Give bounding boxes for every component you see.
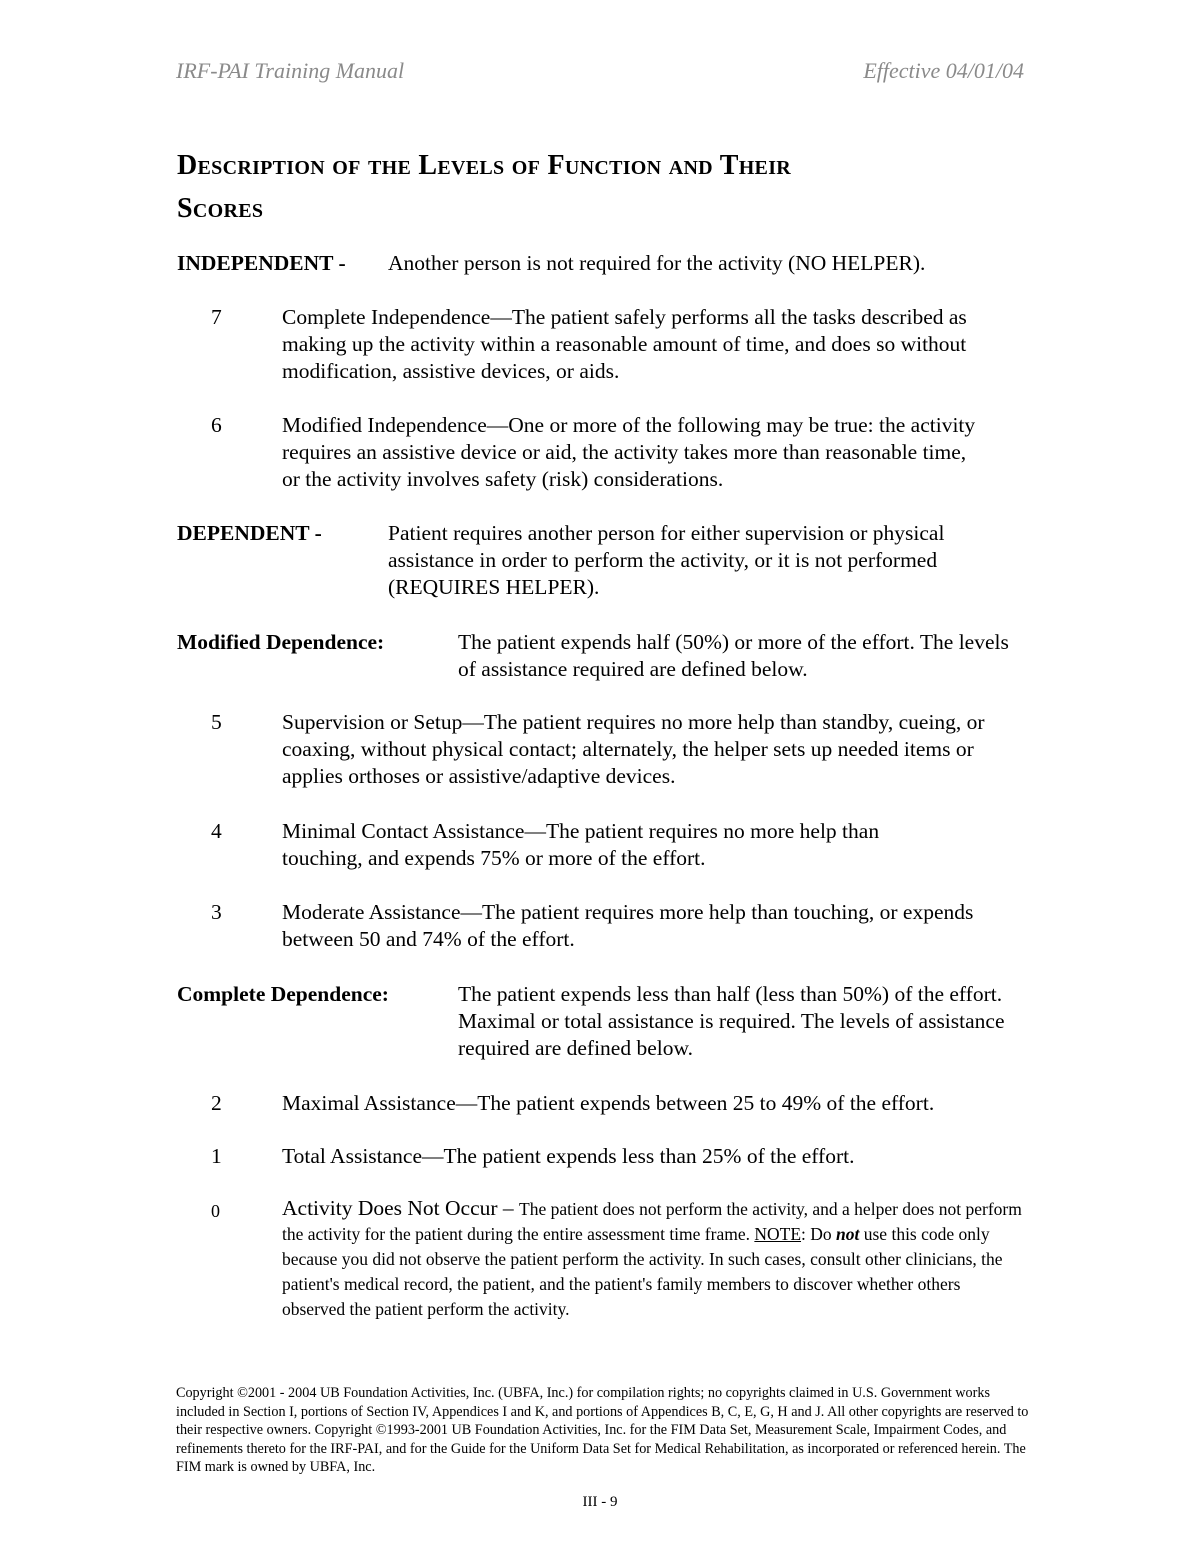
level-3-score: 3 xyxy=(211,900,222,924)
header-manual-title: IRF-PAI Training Manual xyxy=(176,58,405,83)
level-0-heading: Activity Does Not Occur xyxy=(282,1196,498,1220)
copyright-notice: Copyright ©2001 - 2004 UB Foundation Activities, Inc. (UBFA, Inc.) for compilation rights; no copyrights claimed in U.S. Government works included in Section I, portions of Section IV, Appendices I and K, and portions of Appendices B, C, E, G, H and J. All other copyrights are reserved to their respective owners. Copyright ©1993-2001 UB Foundation Activities, Inc. for the FIM Data Set, Measurement Scale, Impairment Codes, and refinements thereto for the IRF-PAI, and for the Guide for the Uniform Data Set for Medical Rehabilitation, as incorporated or referenced herein. The FIM mark is owned by UBFA, Inc. xyxy=(176,1385,1029,1475)
note-emphasis: not xyxy=(836,1224,860,1244)
level-0-score: 0 xyxy=(211,1201,220,1221)
level-2-score: 2 xyxy=(211,1091,222,1115)
modified-dependence-description: The patient expends half (50%) or more of the effort. The levels of assistance required are defined below. xyxy=(458,630,1009,681)
note-label: NOTE xyxy=(754,1224,802,1244)
level-6-description: Modified Independence—One or more of the following may be true: the activity requires an assistive device or aid, the activity takes more than reasonable time, or the activity involves safety (risk) considerations. xyxy=(282,413,976,491)
level-0-text: The patient does not perform the activity, and a helper does not perform the activity for the patient during the entire assessment time frame. xyxy=(282,1199,1022,1244)
header-effective-date: Effective 04/01/04 xyxy=(863,58,1024,83)
page-title xyxy=(177,144,1037,230)
level-4-description: Minimal Contact Assistance—The patient requires no more help than touching, and expends 75% or more of the effort. xyxy=(282,819,880,870)
note-post: use this code only because you did not observe the patient perform the activity. In such cases, consult other clinicians, the patient's medical record, the patient, and the patient's family members to discover whether others observed the patient perform the activity. xyxy=(282,1224,1003,1319)
dependent-description: Patient requires another person for either supervision or physical assistance in order to perform the activity, or it is not performed (REQUIRES HELPER). xyxy=(388,521,945,599)
page-title-line-2: Scores xyxy=(177,193,264,224)
independent-description: Another person is not required for the activity (NO HELPER). xyxy=(388,251,926,275)
level-0-dash: – xyxy=(497,1196,520,1220)
level-1-description: Total Assistance—The patient expends less than 25% of the effort. xyxy=(282,1144,855,1168)
complete-dependence-description: The patient expends less than half (less than 50%) of the effort. Maximal or total assistance is required. The levels of assistance required are defined below. xyxy=(458,982,1005,1060)
page-title-line-1: Description of the Levels of Function and Their xyxy=(177,150,792,181)
level-4-score: 4 xyxy=(211,819,222,843)
independent-label: INDEPENDENT - xyxy=(177,251,346,275)
level-2-description: Maximal Assistance—The patient expends between 25 to 49% of the effort. xyxy=(282,1091,935,1115)
level-7-score: 7 xyxy=(211,305,222,329)
complete-dependence-label: Complete Dependence: xyxy=(177,982,389,1006)
level-5-score: 5 xyxy=(211,710,222,734)
level-3-description: Moderate Assistance—The patient requires more help than touching, or expends between 50 and 74% of the effort. xyxy=(282,900,974,951)
level-6-score: 6 xyxy=(211,413,222,437)
level-1-score: 1 xyxy=(211,1144,222,1168)
note-pre: : Do xyxy=(801,1224,837,1244)
level-0-description xyxy=(282,1196,1027,1322)
modified-dependence-label: Modified Dependence: xyxy=(177,630,385,654)
level-7-description: Complete Independence—The patient safely performs all the tasks described as making up the activity within a reasonable amount of time, and does so without modification, assistive devices, or aids. xyxy=(282,305,967,383)
level-5-description: Supervision or Setup—The patient requires no more help than standby, cueing, or coaxing, without physical contact; alternately, the helper sets up needed items or applies orthoses or assistive/adaptive devices. xyxy=(282,710,985,788)
page-number: III - 9 xyxy=(582,1494,618,1510)
dependent-label: DEPENDENT - xyxy=(177,521,322,545)
